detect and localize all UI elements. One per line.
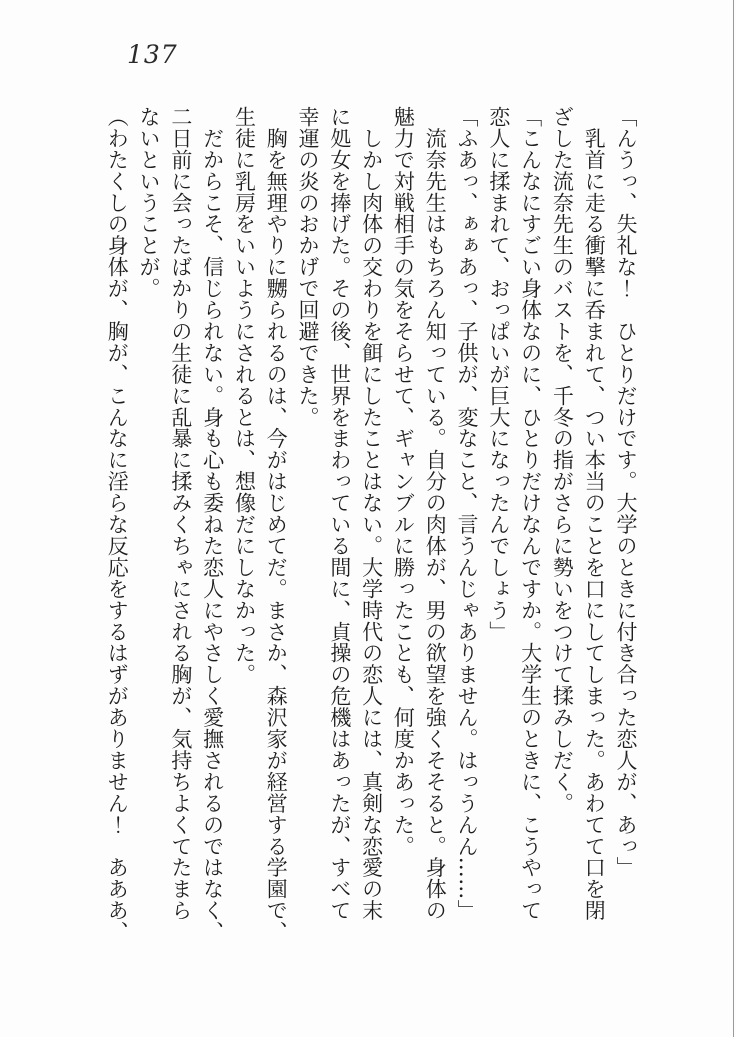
page-edge-line: [733, 0, 734, 1037]
text-line: 「こんなにすごい身体なのに、ひとりだけなんですか。大学生のときに、こうやって: [518, 106, 543, 922]
text-line: 流奈先生はもちろん知っている。自分の肉体が、男の欲望を強くそそると。身体の: [423, 106, 448, 922]
text-line: 魅力で対戦相手の気をそらせて、ギャンブルに勝ったことも、何度かあった。: [391, 106, 416, 857]
text-line: 胸を無理やりに嬲られるのは、今がはじめてだ。まさか、森沢家が経営する学園で、: [264, 106, 289, 943]
body-text-block: [100, 106, 641, 968]
text-line: ないということが。: [137, 106, 162, 300]
text-line: 乳首に走る衝撃に呑まれて、つい本当のことを口にしてしまった。あわてて口を閉: [582, 106, 607, 922]
text-line: （わたくしの身体が、胸が、こんなに淫らな反応をするはずがありません！ あああ、: [105, 106, 130, 943]
text-line: 幸運の炎のおかげで回避できた。: [296, 106, 321, 428]
text-line: 二日前に会ったばかりの生徒に乱暴に揉みくちゃにされる胸が、気持ちよくてたまら: [168, 106, 193, 922]
text-line: 「んうっ、失礼な！ ひとりだけです。大学のときに付き合った恋人が、あっ」: [614, 106, 638, 879]
text-line: ざした流奈先生のバストを、千冬の指がさらに勢いをつけて揉みしだく。: [550, 106, 575, 814]
text-line: だからこそ、信じられない。身も心も委ねた恋人にやさしく愛撫されるのではなく、: [200, 106, 225, 943]
text-line: 「ふあっ、ぁぁあっ、子供が、変なこと、言うんじゃありません。はっうんん……」: [455, 106, 480, 922]
page-number: 137: [127, 40, 178, 69]
text-line: に処女を捧げた。その後、世界をまわっている間に、貞操の危機はあったが、すべて: [327, 106, 352, 922]
text-line: しかし肉体の交わりを餌にしたことはない。大学時代の恋人には、真剣な恋愛の末: [359, 106, 384, 922]
text-line: 生徒に乳房をいいようにされるとは、想像だにしなかった。: [232, 106, 257, 686]
text-line: 恋人に揉まれて、おっぱいが巨大になったんでしょう」: [486, 106, 511, 643]
